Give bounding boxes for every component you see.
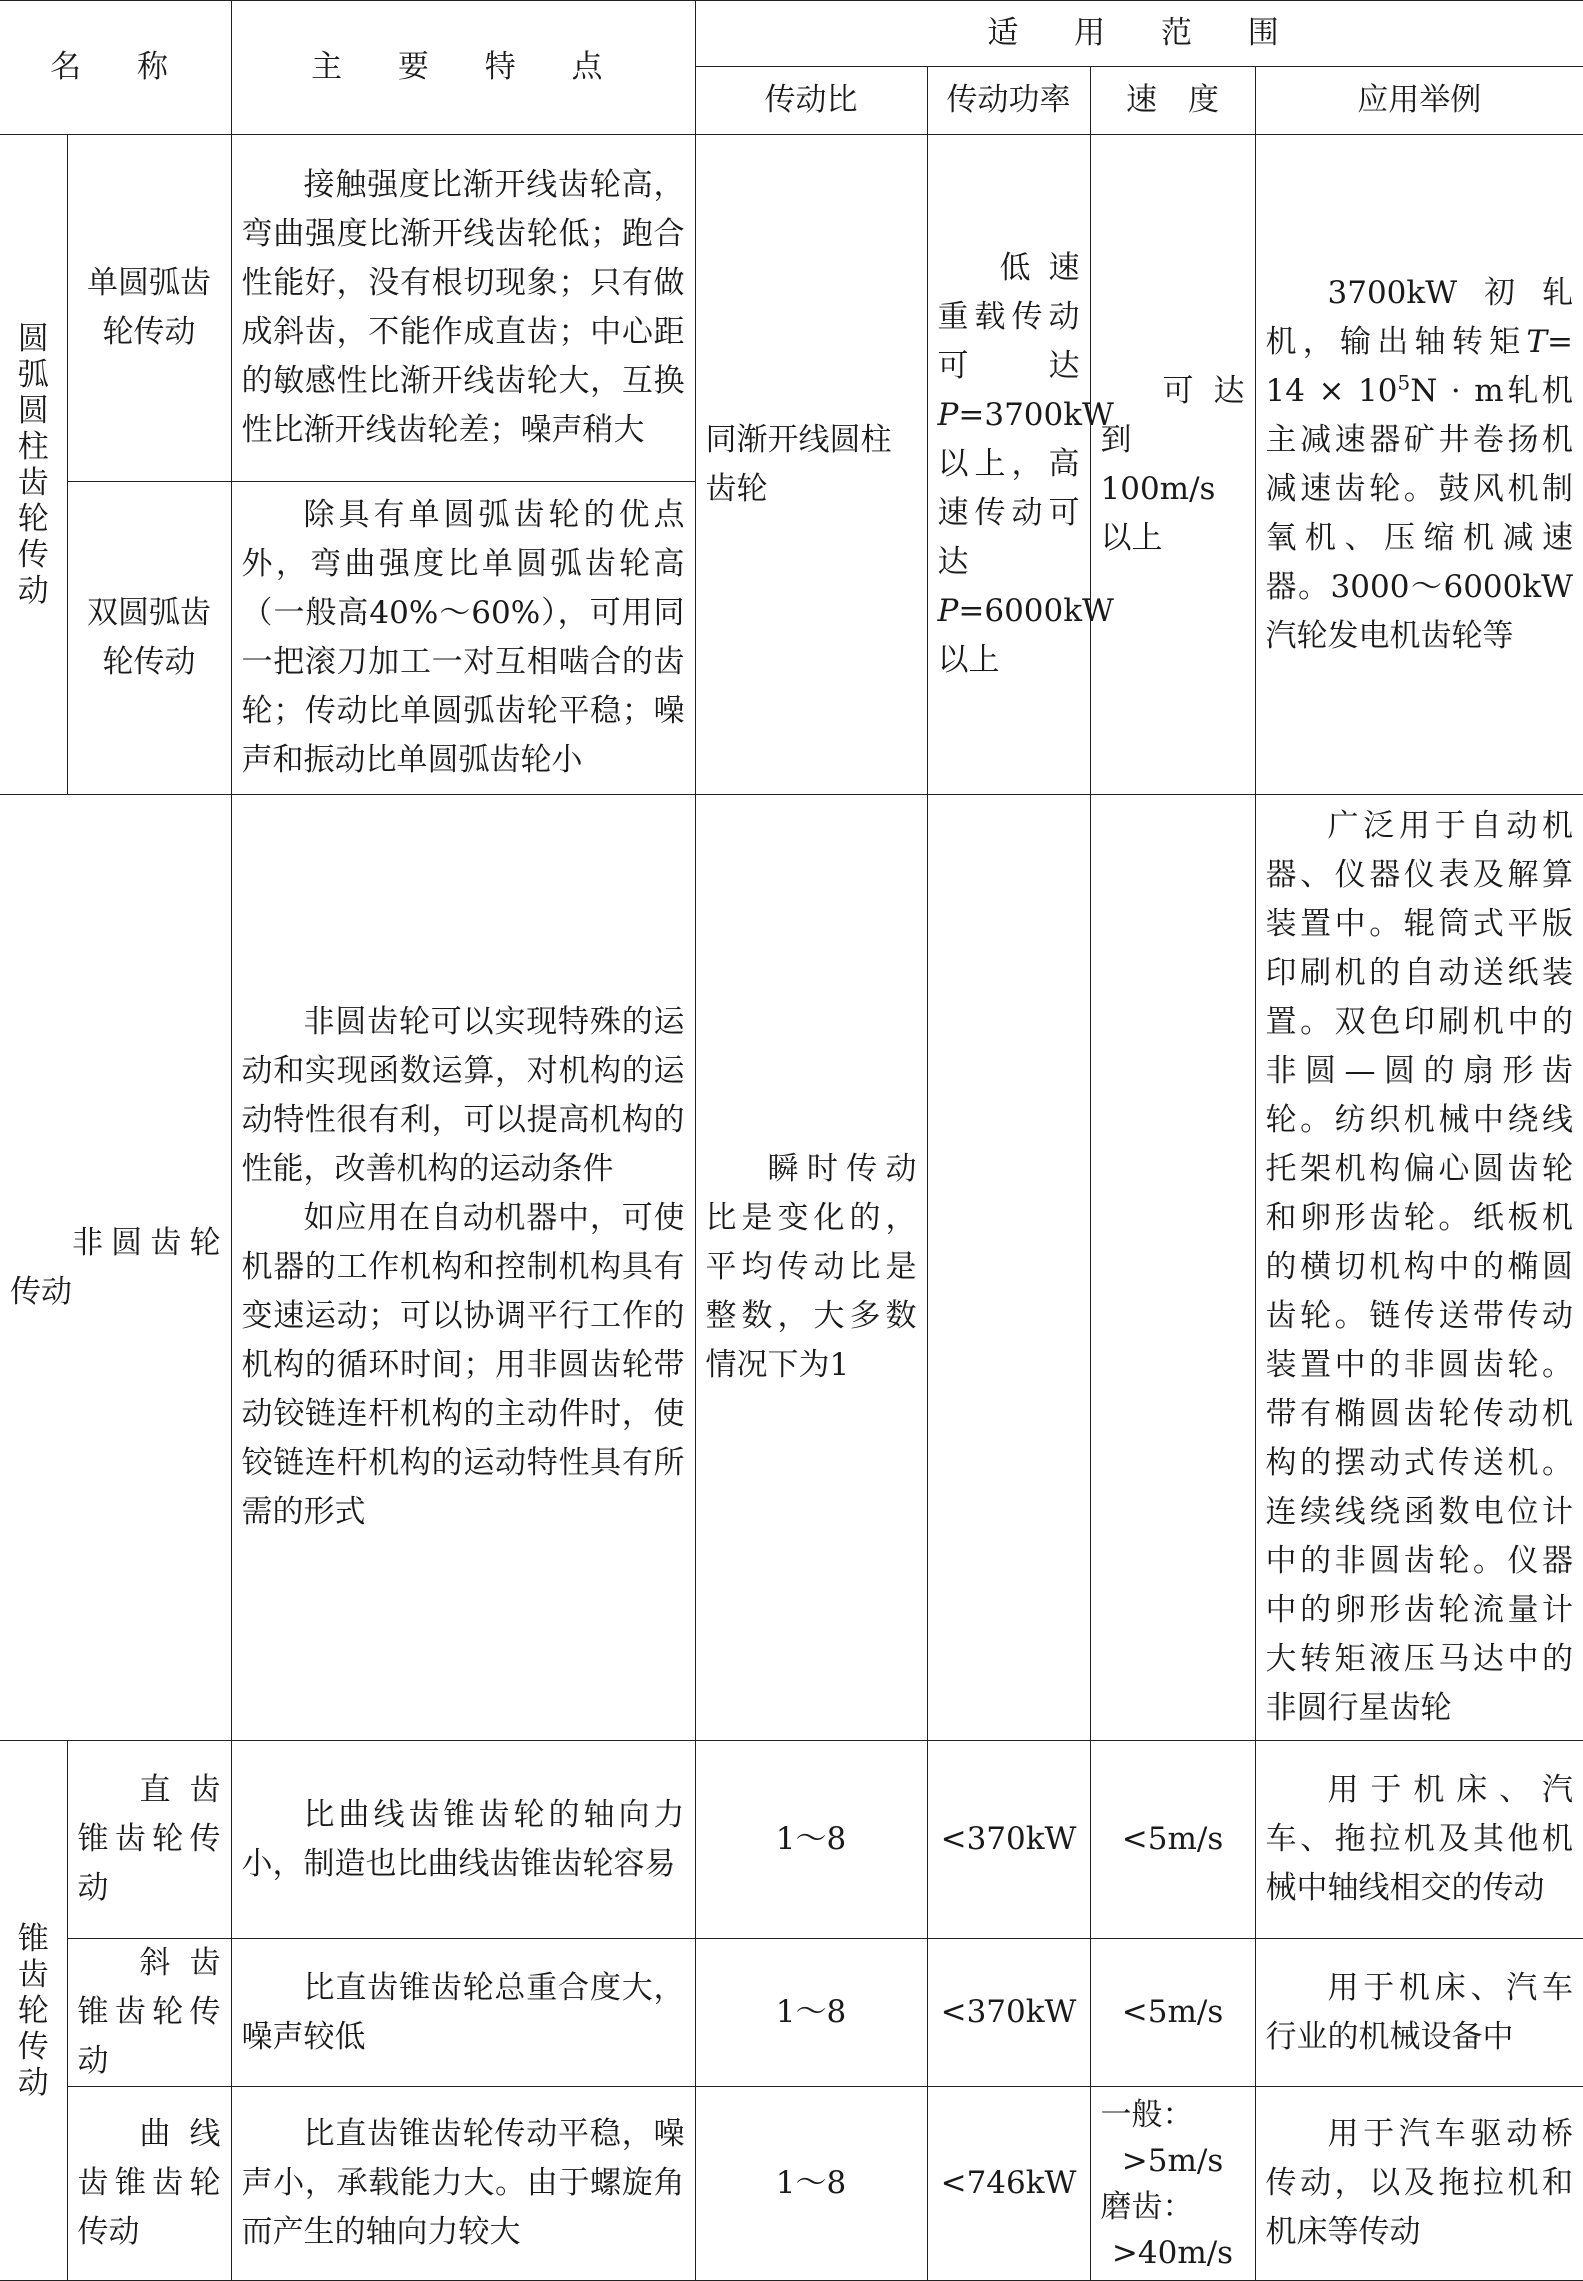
ratio-arc: 同渐开线圆柱齿轮	[695, 135, 927, 795]
features-single-arc: 接触强度比渐开线齿轮高，弯曲强度比渐开线齿轮低；跑合性能好，没有根切现象；只有做成斜齿，不能作成直齿；中心距的敏感性比渐开线齿轮大，互换性比渐开线齿轮差；噪声稍大	[231, 135, 695, 482]
features-noncircular: 非圆齿轮可以实现特殊的运动和实现函数运算，对机构的运动特性很有利，可以提高机构的性能，改善机构的运动条件 如应用在自动机器中，可使机器的工作机构和控制机构具有变速运动；可以协调平行工作的机构的循环时间；用非圆齿轮带动铰链连杆机构的主动件时，使铰链连杆机构的运动特性具有所需的形式	[231, 795, 695, 1741]
features-double-arc: 除具有单圆弧齿轮的优点外，弯曲强度比单圆弧齿轮高（一般高40%～60%），可用同一把滚刀加工一对互相啮合的齿轮；传动比单圆弧齿轮平稳；噪声和振动比单圆弧齿轮小	[231, 482, 695, 795]
name-helical-bevel: 斜齿锥齿轮传动	[67, 1939, 231, 2087]
header-ratio: 传动比	[695, 67, 927, 135]
application-noncircular: 广泛用于自动机器、仪器仪表及解算装置中。辊筒式平版印刷机的自动送纸装置。双色印刷机中的非圆—圆的扇形齿轮。纺织机械中绕线托架机构偏心圆齿轮和卵形齿轮。纸板机的横切机构中的椭圆齿轮。链传送带传动装置中的非圆齿轮。带有椭圆齿轮传动机构的摆动式传送机。连续线绕函数电位计中的非圆齿轮。仪器中的卵形齿轮流量计大转矩液压马达中的非圆行星齿轮	[1255, 795, 1583, 1741]
ratio-spiral-bevel: 1～8	[695, 2087, 927, 2281]
application-arc: 3700kW初轧机，输出轴转矩$T= 14 \times 10^5N \cdot m$轧机主减速器矿井卷扬机减速齿轮。鼓风机制氧机、压缩机减速器。3000～6000kW汽轮发电机齿轮等	[1255, 135, 1583, 795]
name-spiral-bevel: 曲线齿锥齿轮传动	[67, 2087, 231, 2281]
row-noncircular	[0, 795, 1583, 1741]
features-straight-bevel: 比曲线齿锥齿轮的轴向力小，制造也比曲线齿锥齿轮容易	[231, 1741, 695, 1939]
power-noncircular	[927, 795, 1090, 1741]
name-double-arc: 双圆弧齿轮传动	[67, 482, 231, 795]
group-bevel: 锥 齿 轮 传 动	[0, 1741, 67, 2281]
speed-straight-bevel: <5m/s	[1090, 1741, 1255, 1939]
power-straight-bevel: <370kW	[927, 1741, 1090, 1939]
name-single-arc: 单圆弧齿轮传动	[67, 135, 231, 482]
power-helical-bevel: <370kW	[927, 1939, 1090, 2087]
header-power: 传动功率	[927, 67, 1090, 135]
header-features: 主 要 特 点	[231, 1, 695, 135]
row-helical-bevel	[0, 1939, 1583, 2087]
application-spiral-bevel: 用于汽车驱动桥传动，以及拖拉机和机床等传动	[1255, 2087, 1583, 2281]
header-row-1	[0, 1, 1583, 67]
name-straight-bevel: 直齿锥齿轮传动	[67, 1741, 231, 1939]
power-spiral-bevel: <746kW	[927, 2087, 1090, 2281]
application-helical-bevel: 用于机床、汽车行业的机械设备中	[1255, 1939, 1583, 2087]
row-spiral-bevel	[0, 2087, 1583, 2281]
header-application: 应用举例	[1255, 67, 1583, 135]
speed-arc: 可达到100m/s以上	[1090, 135, 1255, 795]
row-single-arc	[0, 135, 1583, 482]
application-straight-bevel: 用于机床、汽车、拖拉机及其他机械中轴线相交的传动	[1255, 1741, 1583, 1939]
header-speed: 速 度	[1090, 67, 1255, 135]
features-helical-bevel: 比直齿锥齿轮总重合度大，噪声较低	[231, 1939, 695, 2087]
name-noncircular: 非圆齿轮传动	[0, 795, 231, 1741]
header-name: 名 称	[0, 1, 231, 135]
ratio-straight-bevel: 1～8	[695, 1741, 927, 1939]
speed-helical-bevel: <5m/s	[1090, 1939, 1255, 2087]
speed-noncircular	[1090, 795, 1255, 1741]
header-scope: 适 用 范 围	[695, 1, 1583, 67]
features-spiral-bevel: 比直齿锥齿轮传动平稳，噪声小，承载能力大。由于螺旋角而产生的轴向力较大	[231, 2087, 695, 2281]
power-arc: 低速重载传动可达P=3700kW以上，高速传动可达P=6000kW以上	[927, 135, 1090, 795]
ratio-noncircular: 瞬时传动比是变化的，平均传动比是整数，大多数情况下为1	[695, 795, 927, 1741]
group-arc-cylindrical: 圆 弧 圆 柱 齿 轮 传 动	[0, 135, 67, 795]
ratio-helical-bevel: 1～8	[695, 1939, 927, 2087]
row-straight-bevel	[0, 1741, 1583, 1939]
speed-spiral-bevel: 一般： >5m/s 磨齿： >40m/s	[1090, 2087, 1255, 2281]
